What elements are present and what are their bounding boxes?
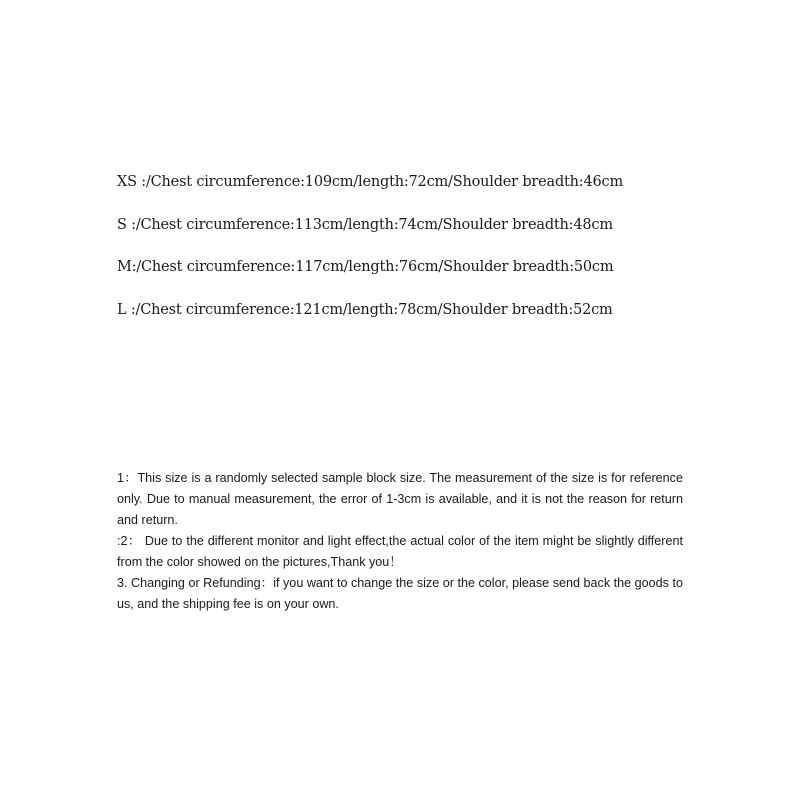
size-row-s: S :/Chest circumference:113cm/length:74cm/Shoulder breadth:48cm [117, 216, 613, 233]
note-color-difference: :2： Due to the different monitor and light effect,the actual color of the item might be slightly different from the color showed on the pictures,Thank you！ [117, 534, 683, 569]
size-row-l: L :/Chest circumference:121cm/length:78cm/Shoulder breadth:52cm [117, 301, 613, 318]
size-chart [117, 172, 757, 342]
size-row-m: M:/Chest circumference:117cm/length:76cm/Shoulder breadth:50cm [117, 259, 614, 275]
size-row-xs: XS :/Chest circumference:109cm/length:72cm/Shoulder breadth:46cm [117, 174, 624, 190]
note-refund-policy: 3. Changing or Refunding：if you want to change the size or the color, please send back the goods to us, and the shipping fee is on your own. [117, 576, 683, 611]
notes-section [117, 468, 683, 615]
note-size-reference: 1：This size is a randomly selected sample block size. The measurement of the size is for reference only. Due to manual measurement, the error of 1-3cm is available, and it is not the reason for return and return. [117, 471, 683, 527]
